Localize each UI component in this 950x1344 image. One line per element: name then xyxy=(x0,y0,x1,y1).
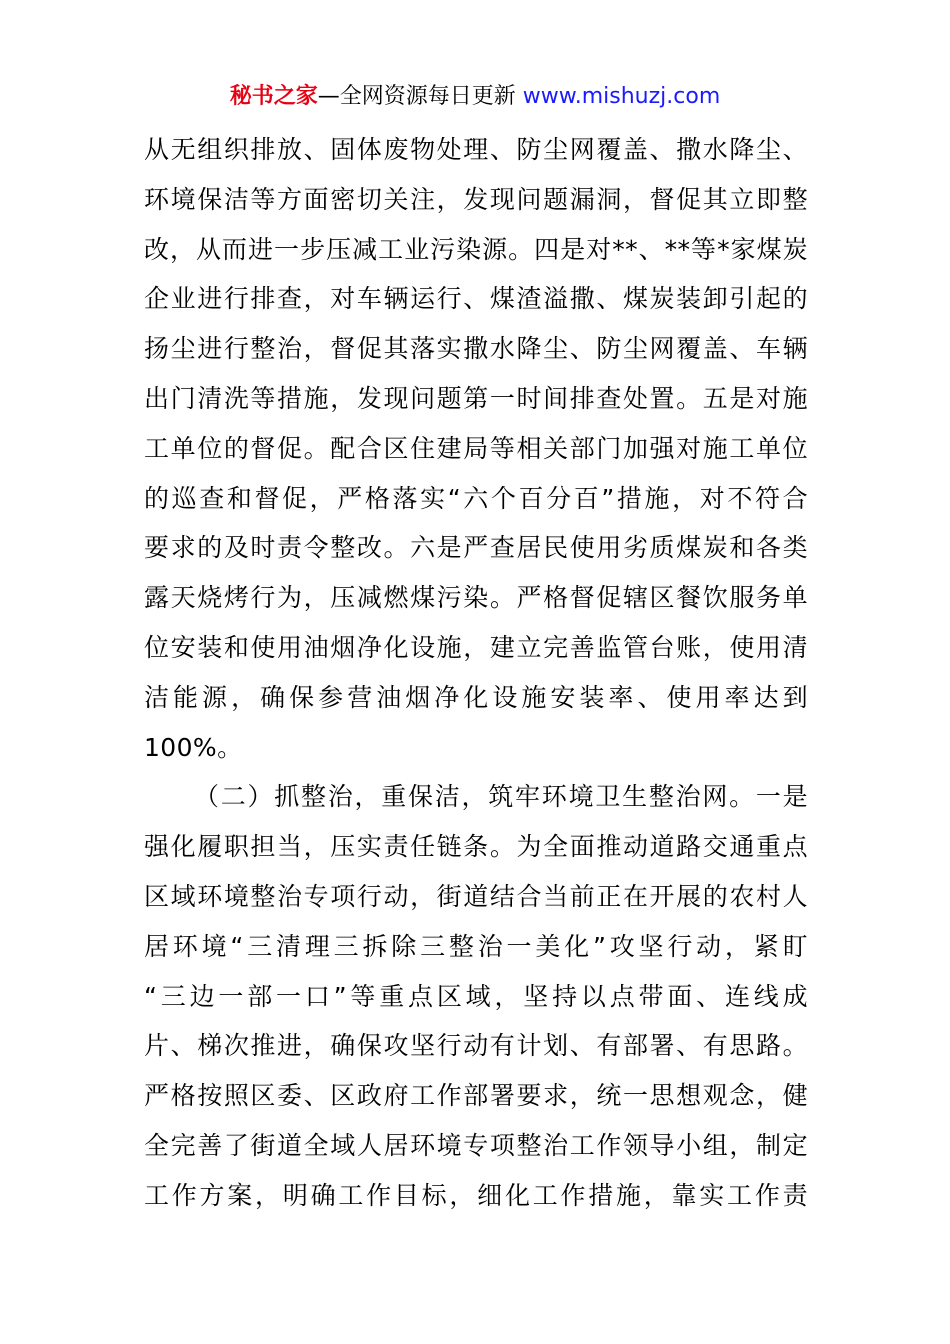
text-line: 洁能源，确保参营油烟净化设施安装率、使用率达到 xyxy=(144,682,808,712)
text-line: 严格按照区委、区政府工作部署要求，统一思想观念，健 xyxy=(144,1081,808,1111)
text-line: 工作方案，明确工作目标，细化工作措施，靠实工作责 xyxy=(144,1180,808,1210)
text-line: 工单位的督促。配合区住建局等相关部门加强对施工单位 xyxy=(144,433,808,463)
text-line: 企业进行排查，对车辆运行、煤渣溢撒、煤炭装卸引起的 xyxy=(144,284,808,314)
text-line: 改，从而进一步压减工业污染源。四是对**、**等*家煤炭 xyxy=(144,234,808,264)
text-line: 的巡查和督促，严格落实“六个百分百”措施，对不符合 xyxy=(144,483,808,513)
text-line: 片、梯次推进，确保攻坚行动有计划、有部署、有思路。 xyxy=(144,1031,808,1061)
text-line: （二）抓整治，重保洁，筑牢环境卫生整治网。一是 xyxy=(194,782,808,812)
text-line: 位安装和使用油烟净化设施，建立完善监管台账，使用清 xyxy=(144,632,808,662)
text-line: 出门清洗等措施，发现问题第一时间排查处置。五是对施 xyxy=(144,383,808,413)
text-line: 扬尘进行整治，督促其落实撒水降尘、防尘网覆盖、车辆 xyxy=(144,334,808,364)
text-line: 环境保洁等方面密切关注，发现问题漏洞，督促其立即整 xyxy=(144,184,808,214)
page-header xyxy=(0,80,950,114)
header-slogan: —全网资源每日更新 xyxy=(317,84,523,109)
text-line: 100%。 xyxy=(144,732,243,762)
document-body xyxy=(144,125,808,1221)
text-line: 露天烧烤行为，压减燃煤污染。严格督促辖区餐饮服务单 xyxy=(144,583,808,613)
text-line: 要求的及时责令整改。六是严查居民使用劣质煤炭和各类 xyxy=(144,533,808,563)
text-line: 全完善了街道全域人居环境专项整治工作领导小组，制定 xyxy=(144,1130,808,1160)
text-line: 强化履职担当，压实责任链条。为全面推动道路交通重点 xyxy=(144,832,808,862)
header-url: www.mishuzj.com xyxy=(522,84,721,109)
text-line: 从无组织排放、固体废物处理、防尘网覆盖、撒水降尘、 xyxy=(144,135,808,164)
text-line: “三边一部一口”等重点区域，坚持以点带面、连线成 xyxy=(144,981,808,1011)
header-brand: 秘书之家 xyxy=(229,84,318,109)
text-line: 居环境“三清理三拆除三整治一美化”攻坚行动，紧盯 xyxy=(144,931,808,961)
text-line: 区域环境整治专项行动，街道结合当前正在开展的农村人 xyxy=(144,881,808,911)
